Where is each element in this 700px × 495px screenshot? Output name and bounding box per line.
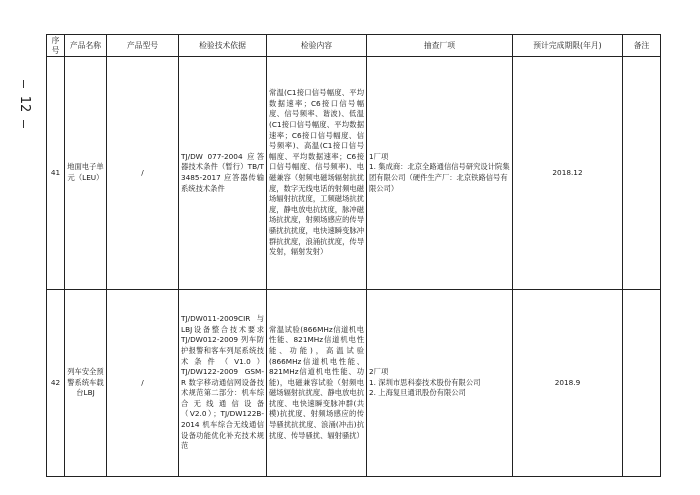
cell-product-name: 列车安全预警系统车载台LBJ [65,290,107,477]
factory-item: 2. 上海复旦通讯股份有限公司 [369,388,466,398]
header-content: 检验内容 [267,35,367,57]
table-header-row [47,35,661,57]
page-number-rule-top [23,80,24,88]
header-deadline: 预计完成期限(年月) [513,35,623,57]
cell-basis: TJ/DW 077-2004 应答器技术条件（暂行）TB/T 3485-2017 应答器传输系统技术条件 [179,57,267,290]
cell-content: 常温试验(866MHz信道机电性能、821MHz信道机电性能、功能)，高温试验(866MHz信道机电性能、821MHz信道机电性能、功能)，电磁兼容试验（射频电磁场辐射抗扰度、静电放电抗扰度、电快速瞬变脉冲群(共模)抗扰度、射频场感应的传导骚扰抗扰度、浪涌(冲击)抗扰度、传导骚扰、辐射骚扰） [267,290,367,477]
header-remarks: 备注 [623,35,661,57]
cell-factory [367,290,513,477]
cell-remarks [623,57,661,290]
page-number: 12 [17,95,32,113]
cell-content: 常温(C1接口信号幅度、平均数据速率；C6接口信号幅度、信号频率、谐波)、低温(C1接口信号幅度、平均数据速率；C6接口信号幅度、信号频率)、高温(C1接口信号幅度、平均数据速率；C6接口信号幅度、信号频率)、电磁兼容（射频电磁场辐射抗扰度，数字无线电话的射频电磁场辐射抗扰度，工频磁场抗扰度，静电放电抗扰度，脉冲磁场抗扰度，射频场感应的传导骚扰抗扰度，电快速瞬变脉冲群抗扰度，浪涌抗扰度，传导发射，辐射发射） [267,57,367,290]
cell-product-name: 地面电子单元（LEU） [65,57,107,290]
cell-seq: 41 [47,57,65,290]
cell-basis: TJ/DW011-2009CIR与LBJ设备整合技术要求 TJ/DW012-2009 列车防护报警和客车列尾系统技术条件（V1.0） TJ/DW122-2009 GSM-R 数字移动通信网设备技术规范第二部分：机车综合无线通信设备（V2.0）；TJ/DW122B-2014 机车综合无线通信设备功能优化补充技术规范 [179,290,267,477]
inspection-table [46,34,661,477]
cell-model: / [107,57,179,290]
cell-factory [367,57,513,290]
cell-seq: 42 [47,290,65,477]
factory-count: 2厂项 [369,367,389,377]
cell-remarks [623,290,661,477]
page-number-rule-bottom [23,120,24,128]
header-product-name: 产品名称 [65,35,107,57]
cell-deadline: 2018.12 [513,57,623,290]
header-basis: 检验技术依据 [179,35,267,57]
header-model: 产品型号 [107,35,179,57]
cell-deadline: 2018.9 [513,290,623,477]
factory-item: 1. 集成商：北京全路通信信号研究设计院集团有限公司（硬件生产厂：北京铁路信号有限公司） [369,162,510,193]
header-factory: 抽查厂项 [367,35,513,57]
factory-count: 1厂项 [369,151,389,161]
cell-model: / [107,290,179,477]
table-row [47,57,661,290]
table-row [47,290,661,477]
factory-item: 1. 深圳市思科泰技术股份有限公司 [369,377,481,387]
header-seq: 序号 [47,35,65,57]
